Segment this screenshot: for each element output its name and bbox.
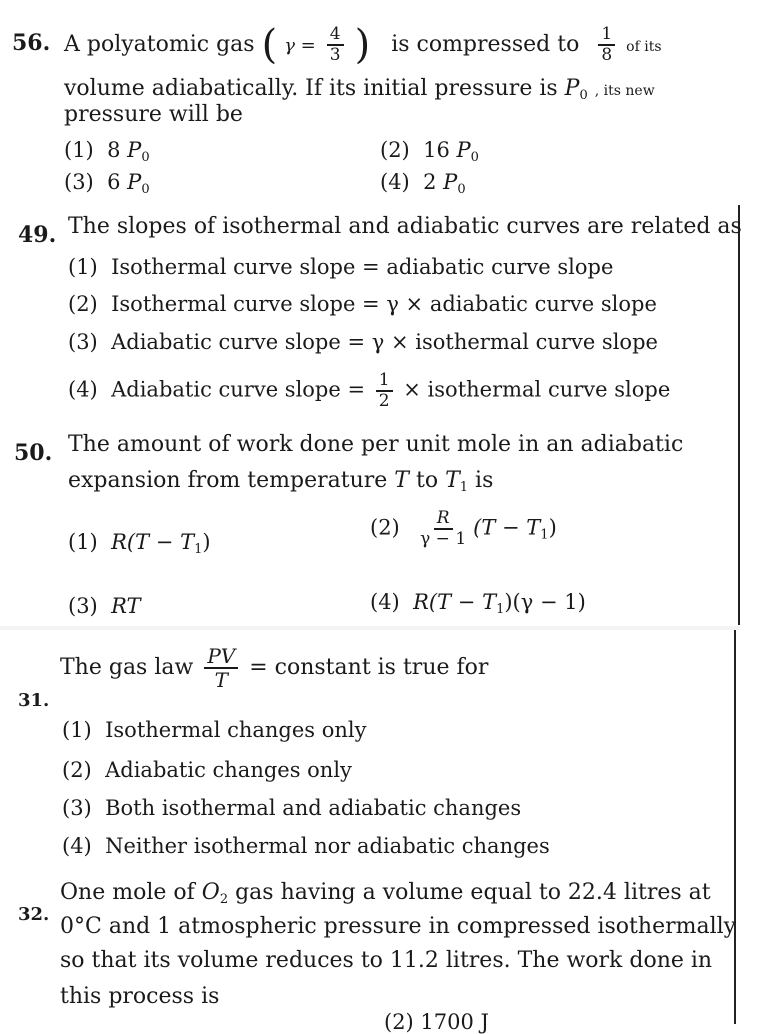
- q49-number: 49.: [18, 222, 57, 248]
- q56-line1: A polyatomic gas ( γ = $\frac{4}{3}$ ) is compressed to $\frac{1}{8}$ of its: [64, 22, 662, 68]
- q50-number: 50.: [14, 440, 53, 466]
- q49-text: The slopes of isothermal and adiabatic curves are related as: [68, 214, 742, 239]
- q32-line3: so that its volume reduces to 11.2 litres. The work done in: [60, 948, 713, 973]
- q32-line2: 0°C and 1 atmospheric pressure in compressed isothermally: [60, 914, 737, 939]
- q56-option-3[interactable]: (3) 6 $P_0$: [64, 170, 150, 197]
- q49-option-2[interactable]: (2) Isothermal curve slope = γ × adiabatic curve slope: [68, 292, 657, 316]
- q56-line2-sub: 0: [579, 88, 588, 103]
- q56-number: 56.: [12, 30, 51, 56]
- q31-option-3[interactable]: (3) Both isothermal and adiabatic changes: [62, 796, 522, 820]
- q56-line3: pressure will be: [64, 102, 243, 127]
- q31-option-4[interactable]: (4) Neither isothermal nor adiabatic changes: [62, 834, 550, 858]
- q56-text-c: of its: [626, 39, 662, 55]
- q56-fraction: [598, 26, 615, 64]
- q56-line2: [64, 76, 655, 103]
- q49-option-3[interactable]: (3) Adiabatic curve slope = γ × isothermal curve slope: [68, 330, 658, 354]
- q56-line2-var: P: [564, 76, 580, 101]
- q50-option-4[interactable]: (4) $R(T - T_1)(\gamma - 1)$: [370, 590, 586, 617]
- q49-option-4[interactable]: (4) Adiabatic curve slope = $\frac{1}{2}$ × isothermal curve slope: [68, 370, 671, 411]
- q56-option-4[interactable]: (4) 2 $P_0$: [380, 170, 466, 197]
- page-seam: [0, 626, 740, 630]
- column-divider: [738, 205, 740, 625]
- q56-option-1[interactable]: (1) 8 $P_0$: [64, 138, 150, 165]
- q32-line4: this process is: [60, 984, 220, 1009]
- q56-gamma-num: 4: [327, 26, 344, 46]
- q56-text-b: is compressed to: [391, 32, 580, 57]
- q56-frac-den: 8: [601, 45, 613, 65]
- q31-option-1[interactable]: (1) Isothermal changes only: [62, 718, 367, 742]
- q32-number: 32.: [18, 904, 50, 925]
- q50-option-2-fraction: $\frac{R}{\gamma - 1}$: [420, 508, 467, 549]
- q50-option-2[interactable]: (2) $\frac{R}{\gamma - 1}$ $(T - T_1)$: [370, 508, 557, 549]
- q50-option-3[interactable]: (3) RT: [68, 594, 141, 618]
- q56-gamma-label: γ =: [284, 35, 316, 56]
- q49-option-1[interactable]: (1) Isothermal curve slope = adiabatic curve slope: [68, 255, 614, 279]
- q49-option-4-fraction: $\frac{1}{2}$: [376, 372, 393, 410]
- q56-gamma-fraction: [327, 26, 344, 64]
- q31-line1: The gas law $\frac{PV}{T}$ = constant is true for: [60, 644, 489, 692]
- q56-gamma-den: 3: [329, 45, 341, 65]
- q56-line2-text: volume adiabatically. If its initial pressure is: [64, 76, 558, 101]
- q32-partial-option[interactable]: (2) 1700 J: [384, 1010, 489, 1034]
- q32-line1: One mole of $O_2$ gas having a volume equal to 22.4 litres at: [60, 880, 711, 907]
- q56-text-a: A polyatomic gas: [64, 32, 255, 57]
- q56-option-2[interactable]: (2) 16 $P_0$: [380, 138, 479, 165]
- q31-option-2[interactable]: (2) Adiabatic changes only: [62, 758, 352, 782]
- column-divider-lower: [734, 630, 736, 1024]
- q56-line2-tail: , its new: [594, 83, 655, 99]
- q50-line2: expansion from temperature T to $T_1$ is: [68, 468, 494, 495]
- q31-fraction: $\frac{PV}{T}$: [204, 646, 238, 690]
- q31-number: 31.: [18, 690, 50, 711]
- q50-option-1[interactable]: (1) $R(T - T_1)$: [68, 530, 211, 557]
- q56-frac-num: 1: [598, 26, 615, 46]
- q50-line1: The amount of work done per unit mole in an adiabatic: [68, 432, 684, 457]
